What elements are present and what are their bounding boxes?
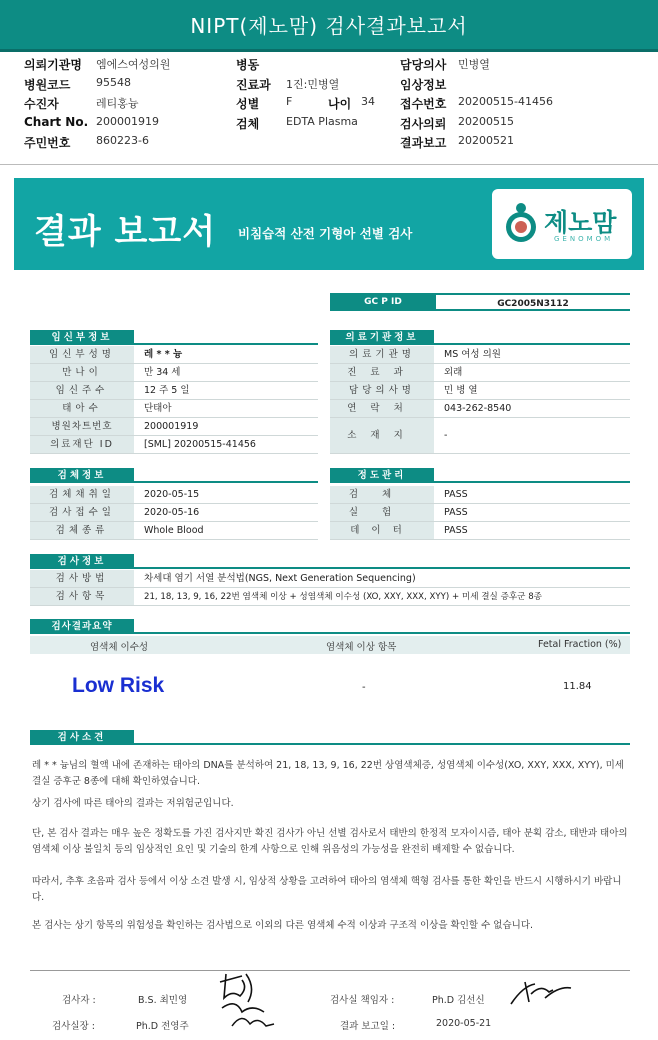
qc-info-table [330,486,630,540]
section-line [434,481,630,483]
row-value: 200001919 [144,421,199,432]
row-value: MS 여성 의원 [444,349,501,360]
row-label: 담당의사명 [330,382,434,399]
lab-head-signature-icon [505,976,577,1010]
header-label: 검사의뢰 [400,116,447,131]
findings-paragraph: 단, 본 검사 결과는 매우 높은 정확도를 가진 검사지만 확진 검사가 아닌 선별 검사로서 태반의 한정적 모자이시즘, 태아 분획 감소, 태반과 태아의 염색체 이상 불일치 등의 임상적인 요인 및 기술의 한계 사항으로 인해 위음성의 가능성을 완전히 배제할 수 없습니다. [32,828,628,855]
row-label: 검사접수일 [30,504,134,521]
logo-english-text: GENOMOM [554,235,614,243]
section-label: 정도관리 [330,468,434,483]
banner-subtitle: 비침습적 산전 기형아 선별 검사 [238,226,413,241]
table-row [330,382,630,400]
row-label: 의료기관명 [330,346,434,363]
gcp-id-value: GC2005N3112 [436,293,630,311]
summary-col-abnormal: 염색체 이상 항목 [326,642,397,653]
section-test-info [30,554,630,569]
section-institution-info [330,330,630,345]
header-value: 20200515 [458,114,514,128]
header-value: 20200515-41456 [458,95,553,108]
findings-paragraph: 상기 검사에 따른 태아의 결과는 저위험군입니다. [32,798,234,809]
header-value: 95548 [96,75,131,89]
row-label: 검사방법 [30,570,134,587]
row-label: 병원차트번호 [30,418,134,435]
table-row [30,570,630,588]
header-row [24,56,644,76]
summary-col-fetal-fraction: Fetal Fraction (%) [538,639,622,650]
row-value: 외래 [444,367,463,378]
row-label: 의료재단 ID [30,436,134,453]
header-label: 병원코드 [24,77,71,92]
gcp-id [330,293,630,311]
row-value: 2020-05-16 [144,507,200,518]
section-summary [30,619,630,634]
row-label: 검체 [330,486,434,503]
header-value: 20200521 [458,134,514,147]
genomom-logo-icon [504,201,538,247]
row-value: 043-262-8540 [444,403,512,414]
row-label: 검체종류 [30,522,134,539]
row-value: 21, 18, 13, 9, 16, 22번 염색체 이상 + 성염색체 이수성 (XO, XXY, XXX, XYY) + 미세 결실 증후군 8종 [144,592,542,602]
section-label: 임신부정보 [30,330,134,345]
institution-info-table [330,346,630,454]
section-line [134,481,318,483]
logo-korean-text: 제노맘 [544,208,617,237]
header-label: 담당의사 [400,58,447,72]
table-row [30,504,318,522]
header-row [24,76,644,96]
table-row [330,400,630,418]
row-label: 데이터 [330,522,434,539]
row-value: 2020-05-15 [144,489,200,500]
risk-result: Low Risk [72,674,165,697]
header-value: 860223-6 [96,134,149,147]
row-label: 검체채취일 [30,486,134,503]
section-specimen-info [30,468,318,483]
section-label: 검사결과요약 [30,619,134,634]
abnormal-result: - [362,682,366,693]
header-value: 엠에스여성의원 [96,58,171,71]
row-value: 12 주 5 일 [144,385,190,396]
row-value: 레 * * 늉 [144,349,183,360]
row-label: 태아수 [30,400,134,417]
header-value: EDTA Plasma [286,114,358,128]
row-label: 검사항목 [30,588,134,605]
table-row [30,486,318,504]
findings-paragraph: 따라서, 추후 초음파 검사 등에서 이상 소견 발생 시, 임상적 상황을 고려하여 태아의 염색체 핵형 검사를 통한 확인을 반드시 시행하시기 바랍니다. [32,876,622,903]
row-value: 만 34 세 [144,367,181,378]
table-row [30,346,318,364]
lab-head-name: Ph.D 김선신 [432,995,485,1006]
header-label: 접수번호 [400,97,447,111]
table-row [330,522,630,540]
section-line [134,343,318,345]
table-row [30,588,630,606]
header-value: 200001919 [96,114,159,128]
section-line [134,567,630,569]
section-line [434,343,630,345]
findings-paragraph: 레 * * 늉님의 혈액 내에 존재하는 태아의 DNA를 분석하여 21, 18, 13, 9, 16, 22번 상염색체증, 성염색체 이수성(XO, XXY, XXX, XYY), 미세 결실 증후군 8종에 대해 확인하였습니다. [32,760,624,787]
header-label: 주민번호 [24,136,71,150]
table-row [330,418,630,454]
section-label: 검사정보 [30,554,134,569]
table-row [30,400,318,418]
row-value: PASS [444,489,468,500]
header-row [24,115,644,135]
fetal-fraction-value: 11.84 [563,681,592,692]
summary-col-aneuploidy: 염색체 이수성 [90,642,149,653]
header-label: 나이 [328,97,352,111]
header-label: 결과보고 [400,136,447,150]
section-pregnant-info [30,330,318,345]
header-row [24,134,644,154]
table-row [30,522,318,540]
director-signature-icon [228,1008,278,1034]
findings-paragraph: 본 검사는 상기 항목의 위험성을 확인하는 검사법으로 이외의 다른 염색체 수적 이상과 구조적 이상을 확인할 수 없습니다. [32,920,534,931]
table-row [30,418,318,436]
section-label: 검체정보 [30,468,134,483]
section-qc-info [330,468,630,483]
test-info-table [30,570,630,606]
header-label: Chart No. [24,114,89,129]
section-label: 검사소견 [30,730,134,745]
row-value: Whole Blood [144,525,204,536]
header-info [24,56,644,154]
tester-label: 검사자 : [62,995,96,1006]
section-findings [30,730,630,745]
table-row [330,504,630,522]
header-label: 진료과 [236,77,271,92]
header-value: F [286,95,293,108]
header-label: 성별 [236,97,260,111]
row-value: PASS [444,525,468,536]
director-name: Ph.D 전영주 [136,1021,189,1032]
row-label: 임신주수 [30,382,134,399]
header-value: 레티홍늉 [96,97,139,110]
row-value: PASS [444,507,468,518]
table-row [330,346,630,364]
banner-title: 결과 보고서 [34,212,217,252]
section-label: 의료기관정보 [330,330,434,345]
header-divider [0,164,658,165]
row-value: 민 병 열 [444,385,478,396]
row-label: 연락처 [330,400,434,417]
row-value: 차세대 염기 서열 분석법(NGS, Next Generation Sequencing) [144,573,416,584]
section-line [134,632,630,634]
row-label: 진료과 [330,364,434,381]
lab-head-label: 검사실 책임자 : [330,995,395,1006]
report-date-value: 2020-05-21 [436,1018,492,1029]
genomom-logo [492,189,632,259]
table-row [30,436,318,454]
summary-header [30,636,630,654]
report-title: NIPT(제노맘) 검사결과보고서 [0,0,658,52]
row-label: 만나이 [30,364,134,381]
header-value: 민병열 [458,58,490,71]
header-row [24,95,644,115]
header-label: 임상정보 [400,77,447,92]
header-label: 병동 [236,58,260,72]
header-value: 1진:민병열 [286,77,340,91]
row-label: 실험 [330,504,434,521]
row-label: 임신부성명 [30,346,134,363]
table-row [330,364,630,382]
pregnant-info-table [30,346,318,454]
table-row [30,364,318,382]
header-label: 수진자 [24,97,59,111]
report-date-label: 결과 보고일 : [340,1021,396,1032]
director-label: 검사실장 : [52,1021,95,1032]
row-value: - [444,430,448,441]
row-value: 단태아 [144,403,172,414]
table-row [330,486,630,504]
table-row [30,382,318,400]
row-label: 소재지 [330,418,434,453]
row-value: [SML] 20200515-41456 [144,439,256,450]
header-label: 검체 [236,116,260,131]
header-value: 34 [361,95,375,108]
footer-divider [30,970,630,971]
report-banner [14,178,644,270]
tester-name: B.S. 최민영 [138,995,188,1006]
header-label: 의뢰기관명 [24,58,82,72]
specimen-info-table [30,486,318,540]
gcp-id-label: GC P ID [330,293,436,311]
section-line [134,743,630,745]
